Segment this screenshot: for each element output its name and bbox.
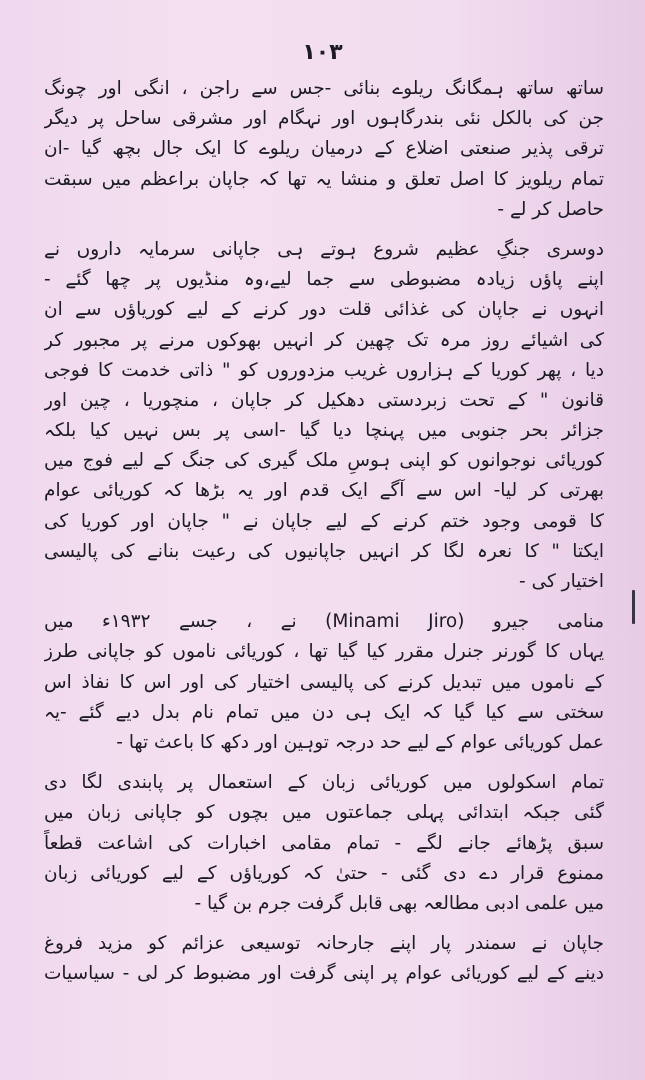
text-line: ممنوع قرار دے دی گئی - حتیٰ کہ کوریاؤں کے لیے کوریائی زبان [44, 862, 604, 884]
text-line: عمل کوریائی عوام کے لیے حد درجہ توہین اور دکھ کا باعث تھا - [116, 731, 604, 753]
text-line: بھرتی کر لیا- اس سے آگے ایک قدم اور یہ بڑھا کہ کوریائی عوام [44, 480, 604, 502]
text-line: جاپان نے سمندر پار اپنے جارحانہ توسیعی عزائم کو مزید فروغ [44, 933, 604, 955]
text-line: ایکتا " کا نعرہ لگا کر انہیں جاپانیوں کی رعیت بنانے کی پالیسی [44, 540, 604, 562]
text-line: اپنے پاؤں زیادہ مضبوطی سے جما لیے،وہ منڈیوں پر چھا گئے - [44, 269, 604, 291]
text-line: انہوں نے جاپان کی غذائی قلت دور کرنے کے لیے کوریاؤں سے ان [44, 299, 604, 321]
text-line: قانون " کے تحت زبردستی دھکیل کر جاپان ، منچوریا ، چین اور [44, 389, 604, 411]
paragraph-1 [44, 74, 604, 225]
text-line: حاصل کر لے - [497, 198, 604, 220]
paragraph-5 [44, 929, 604, 989]
text-line: کوریائی نوجوانوں کو اپنی ہوسِ ملک گیری کی جنگ کے لیے فوج میں [44, 450, 604, 472]
text-line: ساتھ ساتھ ہمگانگ ریلوے بنائی -جس سے راجن ، انگی اور چونگ [44, 78, 604, 99]
text-line: گئی جبکہ ابتدائی پہلی جماعتوں میں بچوں کو جاپانی زبان میں [44, 802, 604, 824]
text-line: سختی سے کیا گیا کہ ایک ہی دن میں تمام نام بدل دیے گئے -یہ [44, 701, 604, 723]
text-line: تمام ریلویز کا اصل تعلق و منشا یہ تھا کہ جاپان براعظم میں سبقت [44, 168, 604, 190]
page-number: ۱۰۳ [302, 40, 343, 65]
text-line: یہاں کا گورنر جنرل مقرر کیا گیا تھا ، کوریائی ناموں کو جاپانی طرز [44, 641, 604, 663]
text-line: منامی جیرو (Minami Jiro) نے ، جسے ۱۹۳۲ء میں [44, 611, 604, 633]
text-line: دیا ، پھر کوریا کے ہزاروں غریب مزدوروں کو " ذاتی خدمت کا فوجی [44, 359, 604, 381]
paragraph-2 [44, 235, 604, 597]
text-line: اختیار کی - [519, 571, 604, 592]
page-body [44, 74, 604, 999]
text-line: ترقی پذیر صنعتی اضلاع کے درمیان ریلوے کا ایک جال بچھ گیا -ان [44, 138, 604, 160]
text-line: دوسری جنگِ عظیم شروع ہوتے ہی جاپانی سرمایہ داروں نے [44, 238, 604, 260]
margin-pencil-mark [632, 590, 635, 624]
text-line: دینے کے لیے کوریائی عوام پر اپنی گرفت اور مضبوط کر لی - سیاسیات [44, 963, 604, 985]
text-line: سبق پڑھائے جانے لگے - تمام مقامی اخبارات کی اشاعت قطعاً [44, 832, 604, 854]
text-line: کے ناموں میں تبدیل کرنے کی پالیسی اختیار کی اور اس کا نفاذ اس [44, 671, 604, 693]
text-line: کی اشیائے روز مرہ تک چھین کر انہیں بھوکوں مرنے پر مجبور کر [44, 329, 604, 351]
paragraph-3 [44, 607, 604, 758]
text-line: کا قومی وجود ختم کرنے کے لیے جاپان نے " جاپان اور کوریا کی [44, 510, 604, 532]
text-line: تمام اسکولوں میں کوریائی زبان کے استعمال پر پابندی لگا دی [44, 772, 604, 794]
paragraph-4 [44, 768, 604, 919]
text-line: جزائر بحر جنوبی میں پہنچا دیا گیا -اسی پر بس نہیں کیا بلکہ [44, 420, 604, 442]
text-line: میں علمی ادبی مطالعہ بھی قابل گرفت جرم بن گیا - [194, 892, 604, 914]
text-line: جن کی بالکل نئی بندرگاہوں اور نہگام اور مشرقی ساحل پر دیگر [44, 108, 604, 130]
